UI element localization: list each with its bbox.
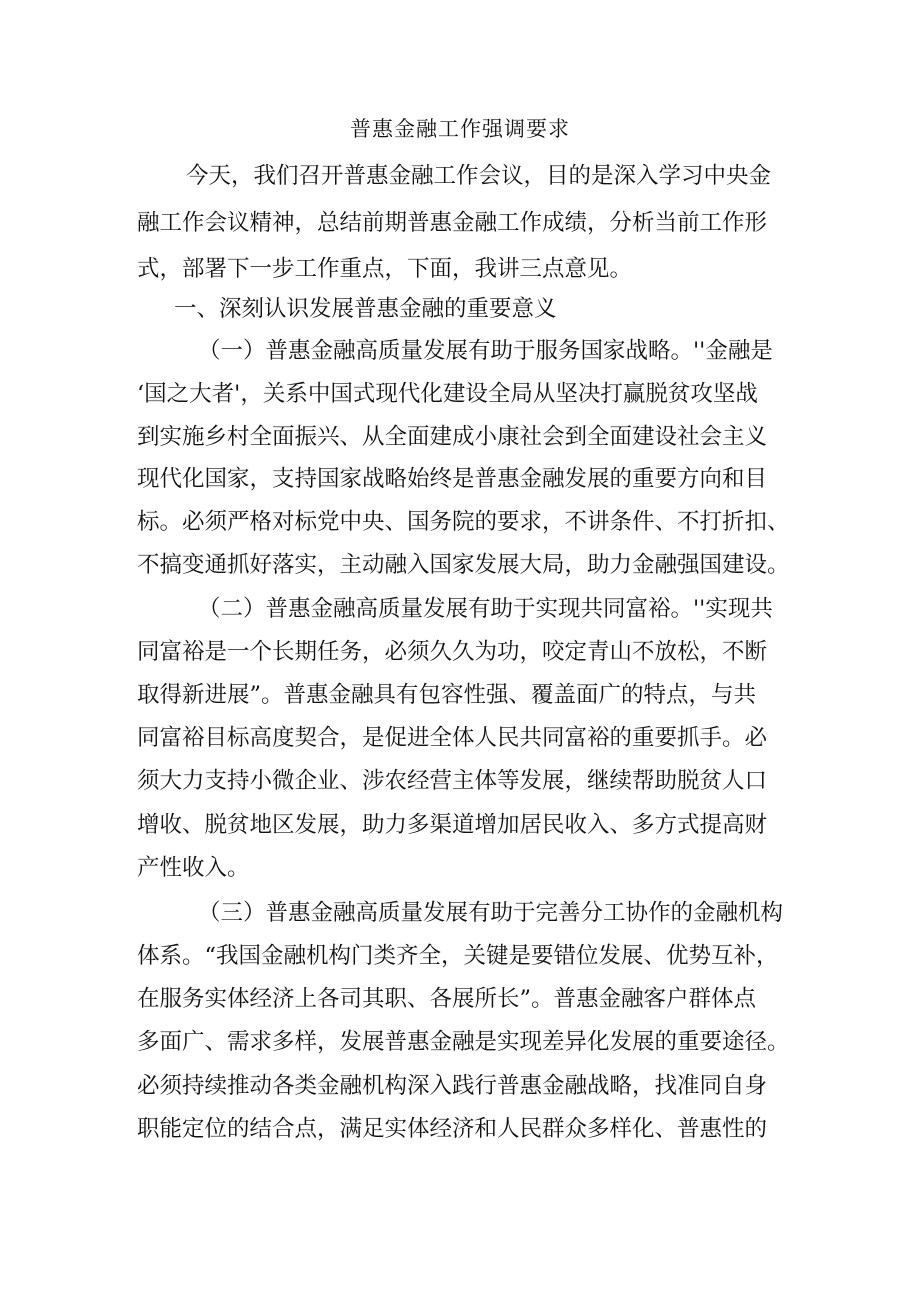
paragraph-line: 产性收入。 — [137, 855, 250, 881]
paragraph-line: 标。必须严格对标党中央、国务院的要求，不讲条件、不打折扣、 — [137, 509, 790, 535]
paragraph-line: 到实施乡村全面振兴、从全面建成小康社会到全面建设社会主义 — [137, 424, 768, 450]
paragraph-line: 式，部署下一步工作重点，下面，我讲三点意见。 — [137, 256, 633, 282]
paragraph-line: （二）普惠金融高质量发展有助于实现共同富裕。''实现共 — [198, 596, 773, 622]
paragraph-line: 必须持续推动各类金融机构深入践行普惠金融战略，找准同自身 — [137, 1073, 768, 1099]
paragraph-line: 现代化国家，支持国家战略始终是普惠金融发展的重要方向和目 — [137, 466, 768, 492]
paragraph-line: 职能定位的结合点，满足实体经济和人民群众多样化、普惠性的 — [137, 1116, 768, 1142]
paragraph-line: 同富裕目标高度契合，是促进全体人民共同富裕的重要抓手。必 — [137, 725, 768, 751]
paragraph-line: 多面广、需求多样，发展普惠金融是实现差异化发展的重要途径。 — [137, 1029, 790, 1055]
paragraph-line: 体系。“我国金融机构门类齐全，关键是要错位发展、优势互补， — [137, 943, 779, 969]
section-heading: 一、深刻认识发展普惠金融的重要意义 — [174, 296, 557, 322]
paragraph-line: （三）普惠金融高质量发展有助于完善分工协作的金融机构 — [198, 900, 784, 926]
paragraph-line: 取得新进展”。普惠金融具有包容性强、覆盖面广的特点，与共 — [137, 682, 757, 708]
paragraph-line: 不搞变通抓好落实，主动融入国家发展大局，助力金融强国建设。 — [137, 552, 790, 578]
paragraph-line: ‘国之大者'，关系中国式现代化建设全局从坚决打赢脱贫攻坚战 — [137, 381, 758, 407]
paragraph-line: 融工作会议精神，总结前期普惠金融工作成绩，分析当前工作形 — [137, 210, 768, 236]
paragraph-line: 在服务实体经济上各司其职、各展所长”。普惠金融客户群体点 — [137, 986, 757, 1012]
paragraph-line: 增收、脱贫地区发展，助力多渠道增加居民收入、多方式提高财 — [137, 812, 768, 838]
document-title: 普惠金融工作强调要求 — [350, 117, 570, 141]
paragraph-line: （一）普惠金融高质量发展有助于服务国家战略。''金融是 — [198, 338, 773, 364]
paragraph-line: 须大力支持小微企业、涉农经营主体等发展，继续帮助脱贫人口 — [137, 768, 768, 794]
paragraph-line: 同富裕是一个长期任务，必须久久为功，咬定青山不放松，不断 — [137, 639, 768, 665]
paragraph-line: 今天，我们召开普惠金融工作会议，目的是深入学习中央金 — [186, 163, 772, 189]
